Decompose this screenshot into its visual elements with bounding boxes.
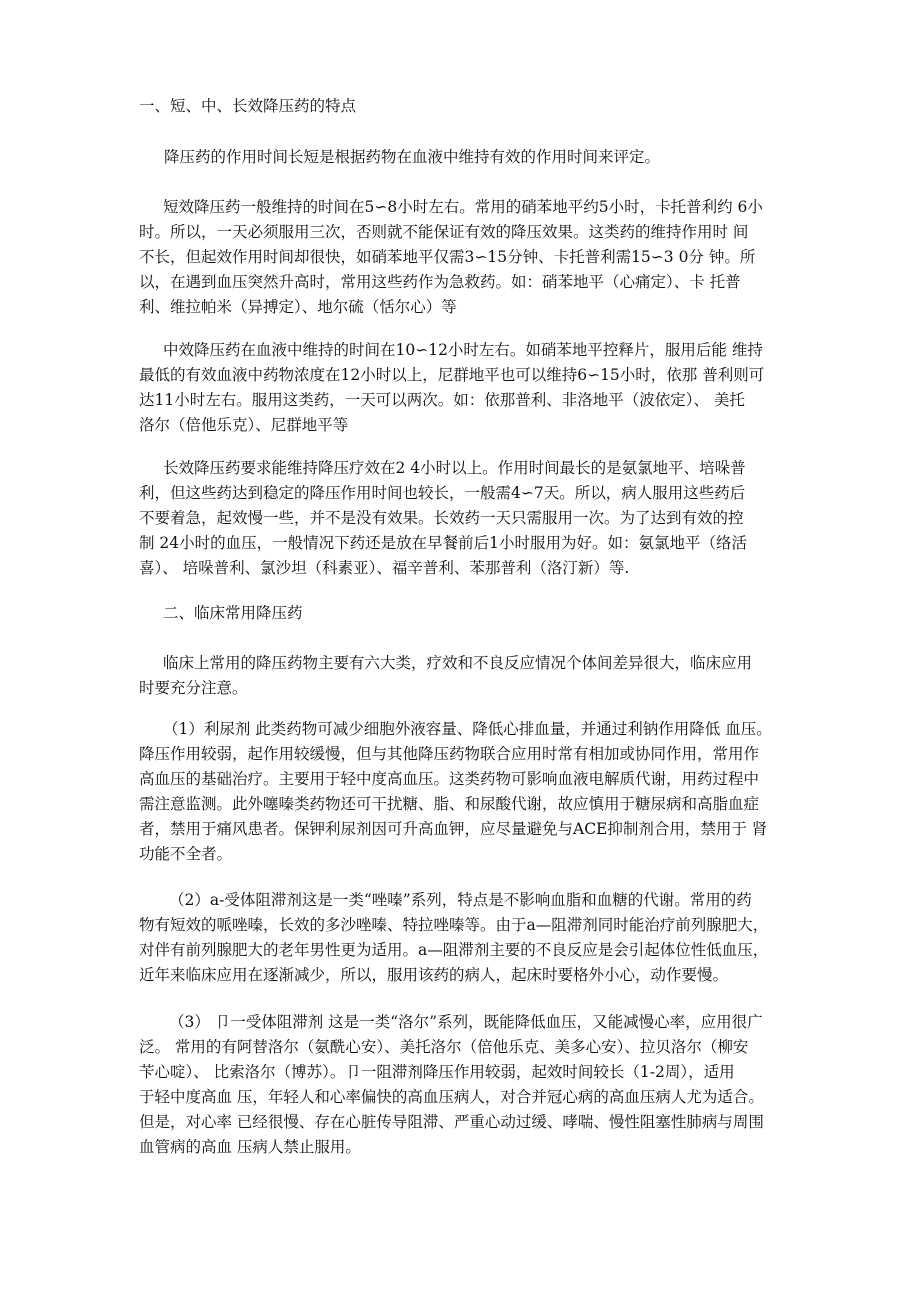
beta-blockers-paragraph (139, 1010, 764, 1160)
paragraph-line: 降压作用较弱，起作用较缓慢，但与其他降压药物联合应用时常有相加或协同作用，常用作 (139, 745, 760, 763)
paragraph-line: 近年来临床应用在逐渐减少，所以，服用该药的病人，起床时要格外小心，动作要慢。 (139, 966, 729, 984)
paragraph-line: 高血压的基础治疗。主要用于轻中度高血压。这类药物可影响血液电解质代谢，用药过程中 (139, 770, 760, 788)
long-acting-paragraph (139, 456, 747, 581)
section2-intro (139, 651, 752, 701)
paragraph-line: 不要着急，起效慢一些，并不是没有效果。长效药一天只需服用一次。为了达到有效的控 (139, 509, 744, 527)
paragraph-line: （3） 卩一受体阻滞剂 这是一类“洛尔”系列，既能降低血压，又能减慢心率，应用很广 (169, 1013, 763, 1031)
medium-acting-paragraph (139, 338, 764, 438)
paragraph-line: 达11小时左右。服用这类药，一天可以两次。如：依那普利、非洛地平（波依定）、 美托 (139, 391, 745, 409)
paragraph-line: 血管病的高血 压病人禁止服用。 (139, 1138, 361, 1156)
paragraph-line: 物有短效的哌唑嗪，长效的多沙唑嗪、特拉唑嗪等。由于a—阻滞剂同时能治疗前列腺肥大， (139, 916, 769, 934)
paragraph-line: 者，禁用于痛风患者。保钾利尿剂因可升高血钾，应尽量避免与ACE抑制剂合用，禁用于 肾 (139, 820, 768, 838)
paragraph-line: 时要充分注意。 (139, 679, 248, 697)
paragraph-line: 时。所以，一天必须服用三次，否则就不能保证有效的降压效果。这类药的维持作用时 间 (139, 223, 749, 241)
paragraph-line: 短效降压药一般维持的时间在5∽8小时左右。常用的硝苯地平约5小时，卡托普利约 6小 (163, 198, 763, 216)
paragraph-line: （1）利尿剂 此类药物可减少细胞外液容量、降低心排血量，并通过利钠作用降低 血压。 (163, 720, 772, 738)
paragraph-line: 利，但这些药达到稳定的降压作用时间也较长，一般需4∽7天。所以，病人服用这些药后 (139, 484, 746, 502)
paragraph-line: 喜）、 培哚普利、氯沙坦（科素亚）、福辛普利、苯那普利（洛汀新）等. (139, 559, 630, 577)
paragraph-line: 苄心啶）、 比索洛尔（博苏）。卩一阻滞剂降压作用较弱，起效时间较长（1-2周），适用 (139, 1063, 735, 1081)
paragraph-line: （2）a-受体阻滞剂这是一类“唑嗪”系列，特点是不影响血脂和血糖的代谢。常用的药 (169, 891, 752, 909)
paragraph-line: 长效降压药要求能维持降压疗效在2 4小时以上。作用时间最长的是氨氯地平、培哚普 (163, 459, 746, 477)
diuretics-paragraph (139, 717, 772, 867)
paragraph-line: 最低的有效血液中药物浓度在12小时以上，尼群地平也可以维持6∽15小时，依那 普利则可 (139, 366, 765, 384)
paragraph-line: 中效降压药在血液中维持的时间在10∽12小时左右。如硝苯地平控释片，服用后能 维持 (163, 341, 763, 359)
paragraph-line: 于轻中度高血 压，年轻人和心率偏快的高血压病人，对合并冠心病的高血压病人尤为适合。 (139, 1088, 764, 1106)
paragraph-line: 但是，对心率 已经很慢、存在心脏传导阻滞、严重心动过缓、哮喘、慢性阻塞性肺病与周围 (139, 1113, 764, 1131)
paragraph-line: 功能不全者。 (139, 845, 233, 863)
paragraph-line: 需注意监测。此外噻嗪类药物还可干扰糖、脂、和尿酸代谢，故应慎用于糖尿病和高脂血症 (139, 795, 760, 813)
alpha-blockers-paragraph (139, 888, 768, 988)
section1-intro: 降压药的作用时间长短是根据药物在血液中维持有效的作用时间来评定。 (164, 148, 661, 166)
paragraph-line: 利、维拉帕米（异搏定）、地尔硫（恬尔心）等 (139, 298, 457, 316)
paragraph-line: 不长，但起效作用时间却很快，如硝苯地平仅需3∽15分钟、卡托普利需15∽3 0分 钟。所 (139, 248, 756, 266)
short-acting-paragraph (139, 195, 763, 320)
paragraph-line: 洛尔（倍他乐克）、尼群地平等 (139, 416, 349, 434)
paragraph-line: 对伴有前列腺肥大的老年男性更为适用。a—阻滞剂主要的不良反应是会引起体位性低血压， (139, 941, 769, 959)
paragraph-line: 以，在遇到血压突然升高时，常用这些药作为急救药。如：硝苯地平（心痛定）、卡 托普 (139, 273, 741, 291)
section1-heading: 一、短、中、长效降压药的特点 (139, 97, 357, 115)
paragraph-line: 泛。 常用的有阿替洛尔（氨酰心安）、美托洛尔（倍他乐克、美多心安）、拉贝洛尔（柳安 (139, 1038, 749, 1056)
section2-heading: 二、临床常用降压药 (163, 604, 303, 622)
paragraph-line: 制 24小时的血压，一般情况下药还是放在早餐前后1小时服用为好。如：氨氯地平（络活 (139, 534, 748, 552)
paragraph-line: 临床上常用的降压药物主要有六大类，疗效和不良反应情况个体间差异很大，临床应用 (163, 654, 753, 672)
